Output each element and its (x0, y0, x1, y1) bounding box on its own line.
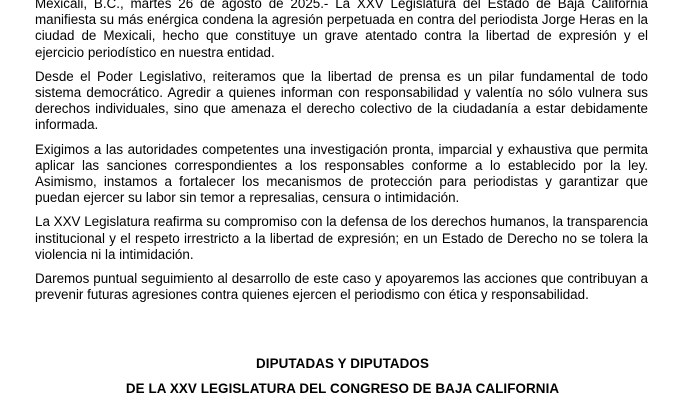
paragraph-intro: Mexicali, B.C., martes 26 de agosto de 2025.- La XXV Legislatura del Estado de Baja California manifiesta su más enérgica condena la agresión perpetuada en contra del periodista Jorge Heras en la ciudad de Mexicali, hecho que constituye un grave atentado contra la libertad de expresión y el ejercicio periodístico en nuestra entidad. (35, 0, 648, 60)
signature-line-2: DE LA XXV LEGISLATURA DEL CONGRESO DE BAJA CALIFORNIA (125, 381, 560, 396)
paragraph-press-freedom: Desde el Poder Legislativo, reiteramos que la libertad de prensa es un pilar fundamental de todo sistema democrático. Agredir a quienes informan con responsabilidad y valentía no sólo vulnera sus derechos individuales, sino que amenaza el derecho colectivo de la ciudadanía a estar debidamente informada. (35, 68, 648, 133)
signature-line-1: DIPUTADAS Y DIPUTADOS (256, 356, 429, 371)
paragraph-commitment: La XXV Legislatura reafirma su compromiso con la defensa de los derechos humanos, la transparencia institucional y el respeto irrestricto a la libertad de expresión; en un Estado de Derecho no se tolera la violencia ni la intimidación. (35, 214, 648, 262)
paragraph-demands: Exigimos a las autoridades competentes una investigación pronta, imparcial y exhaustiva que permita aplicar las sanciones correspondientes a los responsables conforme a lo establecido por la ley. Asimismo, instamos a fortalecer los mecanismos de protección para periodistas y garantizar que puedan ejercer su labor sin temor a represalias, censura o intimidación. (35, 141, 648, 206)
paragraph-follow-up: Daremos puntual seguimiento al desarrollo de este caso y apoyaremos las acciones que contribuyan a prevenir futuras agresiones contra quienes ejercen el periodismo con ética y responsabilidad. (35, 271, 648, 303)
document-body (35, 0, 648, 311)
